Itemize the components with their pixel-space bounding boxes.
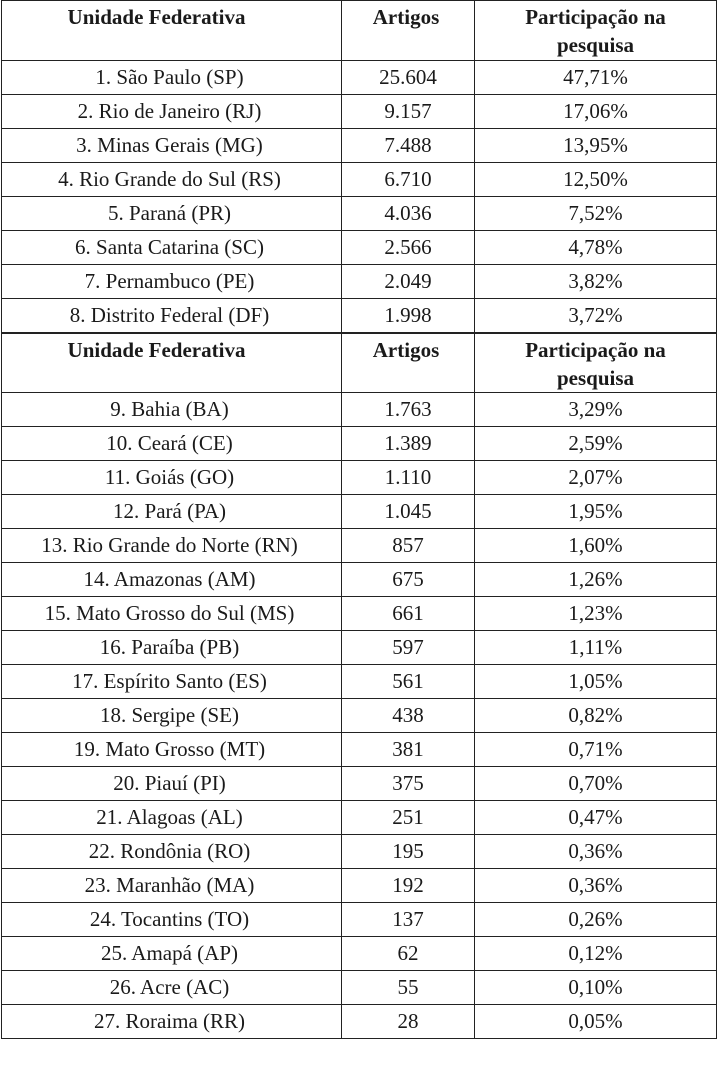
cell-participation: 0,47% <box>475 801 717 835</box>
cell-articles: 561 <box>342 665 475 699</box>
cell-state: 26. Acre (AC) <box>2 971 342 1005</box>
cell-articles: 381 <box>342 733 475 767</box>
table-row <box>2 163 717 197</box>
cell-participation: 0,05% <box>475 1005 717 1039</box>
cell-participation: 3,29% <box>475 393 717 427</box>
cell-articles: 25.604 <box>342 61 475 95</box>
cell-articles: 1.045 <box>342 495 475 529</box>
states-articles-table <box>1 0 717 1039</box>
cell-state: 5. Paraná (PR) <box>2 197 342 231</box>
cell-participation: 0,36% <box>475 835 717 869</box>
cell-participation: 0,71% <box>475 733 717 767</box>
cell-participation: 0,26% <box>475 903 717 937</box>
cell-state: 15. Mato Grosso do Sul (MS) <box>2 597 342 631</box>
cell-articles: 137 <box>342 903 475 937</box>
cell-articles: 195 <box>342 835 475 869</box>
cell-state: 12. Pará (PA) <box>2 495 342 529</box>
cell-state: 2. Rio de Janeiro (RJ) <box>2 95 342 129</box>
cell-state: 19. Mato Grosso (MT) <box>2 733 342 767</box>
cell-articles: 857 <box>342 529 475 563</box>
header-articles-repeat: Artigos <box>342 333 475 393</box>
cell-state: 23. Maranhão (MA) <box>2 869 342 903</box>
cell-articles: 251 <box>342 801 475 835</box>
cell-participation: 1,95% <box>475 495 717 529</box>
table-row <box>2 461 717 495</box>
cell-state: 4. Rio Grande do Sul (RS) <box>2 163 342 197</box>
cell-participation: 1,23% <box>475 597 717 631</box>
header-state-repeat: Unidade Federativa <box>2 333 342 393</box>
cell-articles: 9.157 <box>342 95 475 129</box>
table-row <box>2 129 717 163</box>
cell-state: 3. Minas Gerais (MG) <box>2 129 342 163</box>
cell-articles: 675 <box>342 563 475 597</box>
cell-state: 21. Alagoas (AL) <box>2 801 342 835</box>
cell-participation: 7,52% <box>475 197 717 231</box>
header-participation <box>475 1 717 61</box>
cell-participation: 12,50% <box>475 163 717 197</box>
table-row <box>2 597 717 631</box>
cell-articles: 28 <box>342 1005 475 1039</box>
cell-participation: 0,36% <box>475 869 717 903</box>
header-participation-line1: Participação na <box>525 5 666 29</box>
header-participation-line2: pesquisa <box>556 365 635 390</box>
cell-state: 25. Amapá (AP) <box>2 937 342 971</box>
cell-participation: 0,12% <box>475 937 717 971</box>
table-row <box>2 95 717 129</box>
table-row <box>2 495 717 529</box>
cell-articles: 2.049 <box>342 265 475 299</box>
cell-participation: 0,82% <box>475 699 717 733</box>
cell-participation: 47,71% <box>475 61 717 95</box>
cell-participation: 17,06% <box>475 95 717 129</box>
table-row <box>2 631 717 665</box>
cell-articles: 1.389 <box>342 427 475 461</box>
table-row <box>2 937 717 971</box>
table-row <box>2 61 717 95</box>
cell-participation: 1,11% <box>475 631 717 665</box>
table-row <box>2 835 717 869</box>
cell-articles: 2.566 <box>342 231 475 265</box>
cell-articles: 375 <box>342 767 475 801</box>
table-header-row-repeat <box>2 333 717 393</box>
table-row <box>2 903 717 937</box>
cell-participation: 4,78% <box>475 231 717 265</box>
cell-articles: 192 <box>342 869 475 903</box>
table-row <box>2 265 717 299</box>
table-row <box>2 869 717 903</box>
table-wrapper <box>1 0 717 1039</box>
table-row <box>2 393 717 427</box>
cell-participation: 2,07% <box>475 461 717 495</box>
cell-articles: 1.110 <box>342 461 475 495</box>
cell-state: 27. Roraima (RR) <box>2 1005 342 1039</box>
table-header-row <box>2 1 717 61</box>
table-row <box>2 529 717 563</box>
cell-participation: 0,70% <box>475 767 717 801</box>
table-row <box>2 733 717 767</box>
cell-articles: 1.998 <box>342 299 475 333</box>
cell-articles: 597 <box>342 631 475 665</box>
cell-state: 9. Bahia (BA) <box>2 393 342 427</box>
table-row <box>2 801 717 835</box>
cell-state: 22. Rondônia (RO) <box>2 835 342 869</box>
cell-participation: 13,95% <box>475 129 717 163</box>
cell-state: 16. Paraíba (PB) <box>2 631 342 665</box>
table-row <box>2 665 717 699</box>
cell-participation: 1,26% <box>475 563 717 597</box>
header-articles: Artigos <box>342 1 475 61</box>
cell-articles: 438 <box>342 699 475 733</box>
cell-articles: 7.488 <box>342 129 475 163</box>
table-row <box>2 231 717 265</box>
cell-articles: 661 <box>342 597 475 631</box>
cell-state: 13. Rio Grande do Norte (RN) <box>2 529 342 563</box>
cell-participation: 3,72% <box>475 299 717 333</box>
cell-articles: 6.710 <box>342 163 475 197</box>
cell-participation: 3,82% <box>475 265 717 299</box>
cell-participation: 1,05% <box>475 665 717 699</box>
cell-state: 14. Amazonas (AM) <box>2 563 342 597</box>
table-row <box>2 767 717 801</box>
cell-articles: 1.763 <box>342 393 475 427</box>
cell-participation: 2,59% <box>475 427 717 461</box>
header-participation-line1: Participação na <box>525 337 666 362</box>
table-row <box>2 299 717 333</box>
cell-state: 20. Piauí (PI) <box>2 767 342 801</box>
cell-articles: 4.036 <box>342 197 475 231</box>
header-participation-repeat <box>475 333 717 393</box>
cell-state: 18. Sergipe (SE) <box>2 699 342 733</box>
cell-participation: 0,10% <box>475 971 717 1005</box>
cell-articles: 55 <box>342 971 475 1005</box>
table-row <box>2 563 717 597</box>
table-row <box>2 971 717 1005</box>
cell-state: 8. Distrito Federal (DF) <box>2 299 342 333</box>
cell-state: 1. São Paulo (SP) <box>2 61 342 95</box>
cell-participation: 1,60% <box>475 529 717 563</box>
table-row <box>2 197 717 231</box>
table-row <box>2 699 717 733</box>
cell-articles: 62 <box>342 937 475 971</box>
cell-state: 6. Santa Catarina (SC) <box>2 231 342 265</box>
table-row <box>2 1005 717 1039</box>
cell-state: 7. Pernambuco (PE) <box>2 265 342 299</box>
cell-state: 24. Tocantins (TO) <box>2 903 342 937</box>
table-row <box>2 427 717 461</box>
header-participation-line2: pesquisa <box>556 33 635 57</box>
cell-state: 11. Goiás (GO) <box>2 461 342 495</box>
cell-state: 10. Ceará (CE) <box>2 427 342 461</box>
cell-state: 17. Espírito Santo (ES) <box>2 665 342 699</box>
header-state: Unidade Federativa <box>2 1 342 61</box>
